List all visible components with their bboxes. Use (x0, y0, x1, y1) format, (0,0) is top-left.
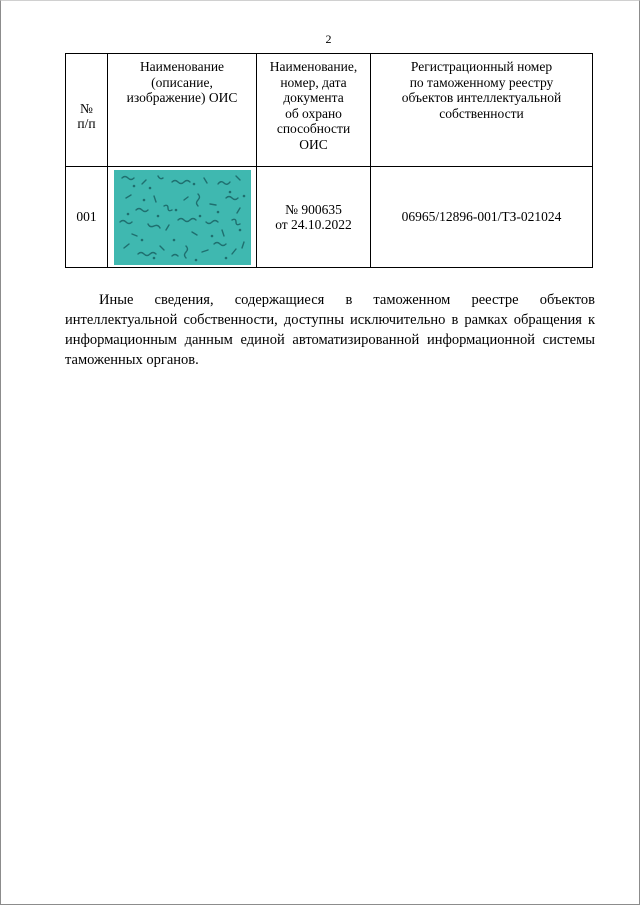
header-name (108, 54, 257, 167)
header-number (66, 54, 108, 167)
header-number-line: № (80, 100, 93, 116)
ois-table (65, 53, 593, 268)
header-registry-line: объектов интеллектуальной (401, 90, 562, 105)
document-number: № 900635 (285, 201, 342, 217)
header-document-line: номер, дата (280, 74, 347, 90)
header-document-line: Наименование, (269, 59, 358, 74)
table-row (66, 167, 593, 268)
header-registry (371, 54, 593, 167)
document-date: от 24.10.2022 (275, 217, 352, 232)
header-document-line: документа (283, 90, 344, 105)
header-registry-line: собственности (439, 105, 524, 121)
header-document (257, 54, 371, 167)
header-document-line: ОИС (299, 136, 328, 152)
header-name-line: (описание, (151, 74, 213, 90)
header-name-line: изображение) ОИС (126, 90, 238, 105)
row-image-cell (108, 167, 257, 268)
header-document-line: способности (276, 121, 351, 136)
page-number: 2 (325, 32, 332, 46)
info-paragraph: Иные сведения, содержащиеся в таможенном реестре объектов интеллектуальной собственности, доступны исключительно в рамках обращения к информационным данным единой автоматизированной информационной системы таможенных органов. (65, 291, 595, 368)
header-name-line: Наименование (139, 59, 225, 74)
header-number-line: п/п (77, 116, 96, 131)
confetti-pattern-image (114, 170, 251, 265)
table-header-row (66, 54, 593, 167)
row-number: 001 (66, 167, 108, 268)
row-document (257, 167, 371, 268)
row-registry-number: 06965/12896-001/ТЗ-021024 (371, 167, 593, 268)
header-document-line: об охрано (285, 105, 342, 121)
header-registry-line: Регистрационный номер (410, 59, 553, 74)
header-registry-line: по таможенному реестру (409, 74, 554, 90)
